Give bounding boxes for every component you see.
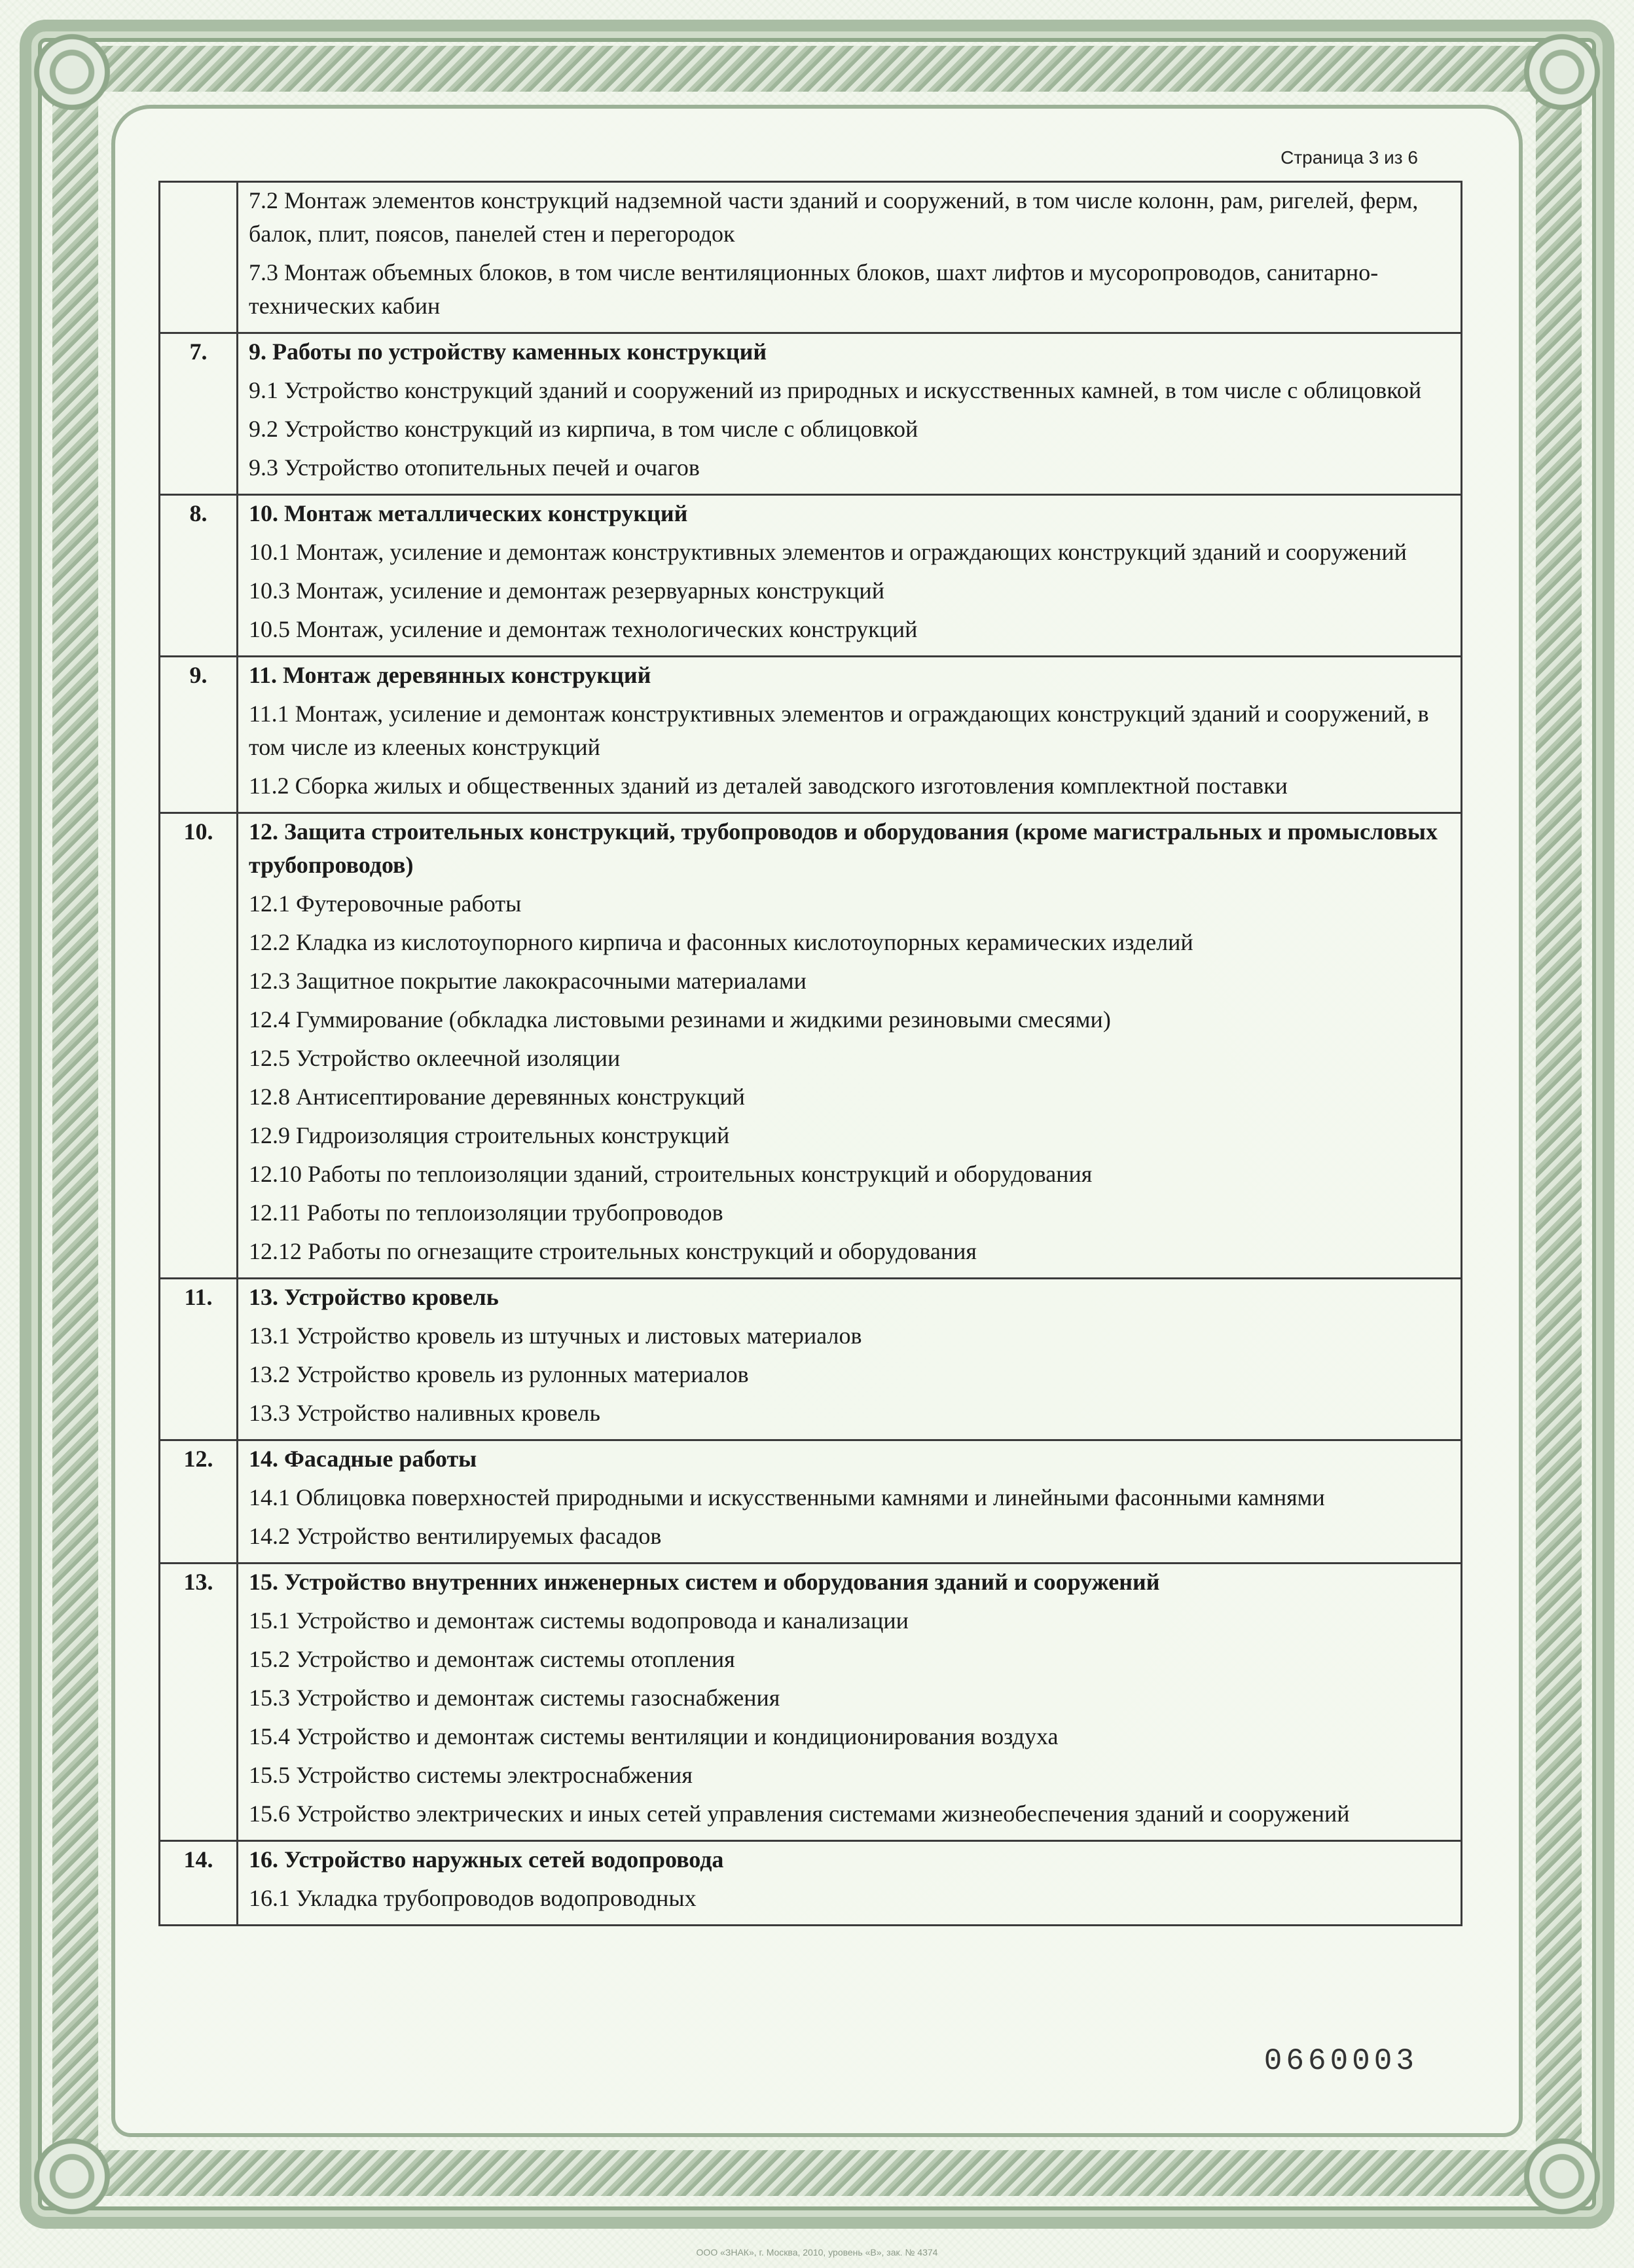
work-item: 7.3 Монтаж объемных блоков, в том числе вентиляционных блоков, шахт лифтов и мусоропроводов, санитарно-технических кабин	[249, 259, 1379, 319]
row-number: 11.	[160, 1279, 238, 1440]
table-row	[160, 813, 1462, 1279]
corner-rosette-icon	[26, 26, 118, 118]
work-item: 10.5 Монтаж, усиление и демонтаж технологических конструкций	[249, 616, 918, 642]
table-row	[160, 1841, 1462, 1926]
work-item: 7.2 Монтаж элементов конструкций надземной части зданий и сооружений, в том числе колонн, рам, ригелей, ферм, балок, плит, поясов, панелей стен и перегородок	[249, 187, 1419, 247]
work-group-heading: 11. Монтаж деревянных конструкций	[249, 662, 651, 688]
work-item: 15.1 Устройство и демонтаж системы водопровода и канализации	[249, 1607, 909, 1634]
row-content	[238, 1279, 1462, 1440]
work-group-heading: 12. Защита строительных конструкций, трубопроводов и оборудования (кроме магистральных и промысловых трубопроводов)	[249, 818, 1438, 878]
work-item: 12.2 Кладка из кислотоупорного кирпича и фасонных кислотоупорных керамических изделий	[249, 929, 1193, 955]
work-item: 13.1 Устройство кровель из штучных и листовых материалов	[249, 1323, 862, 1349]
row-number: 14.	[160, 1841, 238, 1926]
printer-imprint: ООО «ЗНАК», г. Москва, 2010, уровень «В», зак. № 4374	[696, 2247, 938, 2258]
works-table	[158, 181, 1462, 1926]
page-number: Страница 3 из 6	[1280, 147, 1418, 168]
row-content	[238, 1841, 1462, 1926]
work-group-heading: 16. Устройство наружных сетей водопровода	[249, 1846, 724, 1873]
work-item: 12.4 Гуммирование (обкладка листовыми резинами и жидкими резиновыми смесями)	[249, 1006, 1111, 1033]
work-item: 14.1 Облицовка поверхностей природными и искусственными камнями и линейными фасонными камнями	[249, 1484, 1325, 1510]
work-item: 12.8 Антисептирование деревянных конструкций	[249, 1084, 745, 1110]
work-item: 15.4 Устройство и демонтаж системы вентиляции и кондиционирования воздуха	[249, 1723, 1059, 1749]
work-group-heading: 14. Фасадные работы	[249, 1446, 477, 1472]
work-item: 9.2 Устройство конструкций из кирпича, в том числе с облицовкой	[249, 416, 918, 442]
corner-rosette-icon	[26, 2131, 118, 2222]
work-item: 12.5 Устройство оклеечной изоляции	[249, 1045, 621, 1071]
table-row	[160, 1279, 1462, 1440]
row-number: 8.	[160, 495, 238, 657]
table-row	[160, 1440, 1462, 1564]
work-group-heading: 15. Устройство внутренних инженерных систем и оборудования зданий и сооружений	[249, 1569, 1160, 1595]
row-number: 9.	[160, 657, 238, 813]
table-row	[160, 1564, 1462, 1841]
work-group-heading: 9. Работы по устройству каменных конструкций	[249, 338, 767, 365]
work-item: 12.12 Работы по огнезащите строительных конструкций и оборудования	[249, 1238, 977, 1264]
work-item: 12.1 Футеровочные работы	[249, 890, 522, 917]
row-number: 7.	[160, 333, 238, 495]
work-item: 11.1 Монтаж, усиление и демонтаж конструктивных элементов и ограждающих конструкций зданий и сооружений, в том числе из клееных конструкций	[249, 701, 1429, 760]
work-item: 9.3 Устройство отопительных печей и очагов	[249, 454, 700, 481]
work-item: 16.1 Укладка трубопроводов водопроводных	[249, 1885, 697, 1911]
row-number: 10.	[160, 813, 238, 1279]
row-content	[238, 1564, 1462, 1841]
row-content	[238, 333, 1462, 495]
table-row	[160, 495, 1462, 657]
corner-rosette-icon	[1516, 2131, 1608, 2222]
work-item: 12.11 Работы по теплоизоляции трубопроводов	[249, 1199, 723, 1226]
work-item: 13.2 Устройство кровель из рулонных материалов	[249, 1361, 749, 1387]
work-group-heading: 10. Монтаж металлических конструкций	[249, 500, 688, 526]
row-number: 12.	[160, 1440, 238, 1564]
row-content	[238, 657, 1462, 813]
work-item: 12.10 Работы по теплоизоляции зданий, строительных конструкций и оборудования	[249, 1161, 1093, 1187]
work-item: 15.2 Устройство и демонтаж системы отопления	[249, 1646, 735, 1672]
work-item: 15.6 Устройство электрических и иных сетей управления системами жизнеобеспечения зданий и сооружений	[249, 1801, 1350, 1827]
row-content	[238, 1440, 1462, 1564]
corner-rosette-icon	[1516, 26, 1608, 118]
row-content	[238, 495, 1462, 657]
works-table-body	[160, 182, 1462, 1926]
row-content	[238, 813, 1462, 1279]
row-number	[160, 182, 238, 333]
work-item: 12.3 Защитное покрытие лакокрасочными материалами	[249, 968, 807, 994]
work-item: 12.9 Гидроизоляция строительных конструкций	[249, 1122, 730, 1148]
work-item: 13.3 Устройство наливных кровель	[249, 1400, 600, 1426]
work-item: 15.5 Устройство системы электроснабжения	[249, 1762, 693, 1788]
table-row	[160, 333, 1462, 495]
work-item: 9.1 Устройство конструкций зданий и сооружений из природных и искусственных камней, в том числе с облицовкой	[249, 377, 1422, 403]
work-item: 15.3 Устройство и демонтаж системы газоснабжения	[249, 1685, 780, 1711]
work-item: 14.2 Устройство вентилируемых фасадов	[249, 1523, 662, 1549]
work-item: 10.1 Монтаж, усиление и демонтаж конструктивных элементов и ограждающих конструкций зданий и сооружений	[249, 539, 1407, 565]
table-row	[160, 182, 1462, 333]
work-item: 10.3 Монтаж, усиление и демонтаж резервуарных конструкций	[249, 577, 884, 604]
row-number: 13.	[160, 1564, 238, 1841]
row-content	[238, 182, 1462, 333]
serial-number: 0660003	[1263, 2044, 1418, 2078]
table-row	[160, 657, 1462, 813]
work-item: 11.2 Сборка жилых и общественных зданий из деталей заводского изготовления комплектной поставки	[249, 773, 1288, 799]
work-group-heading: 13. Устройство кровель	[249, 1284, 499, 1310]
